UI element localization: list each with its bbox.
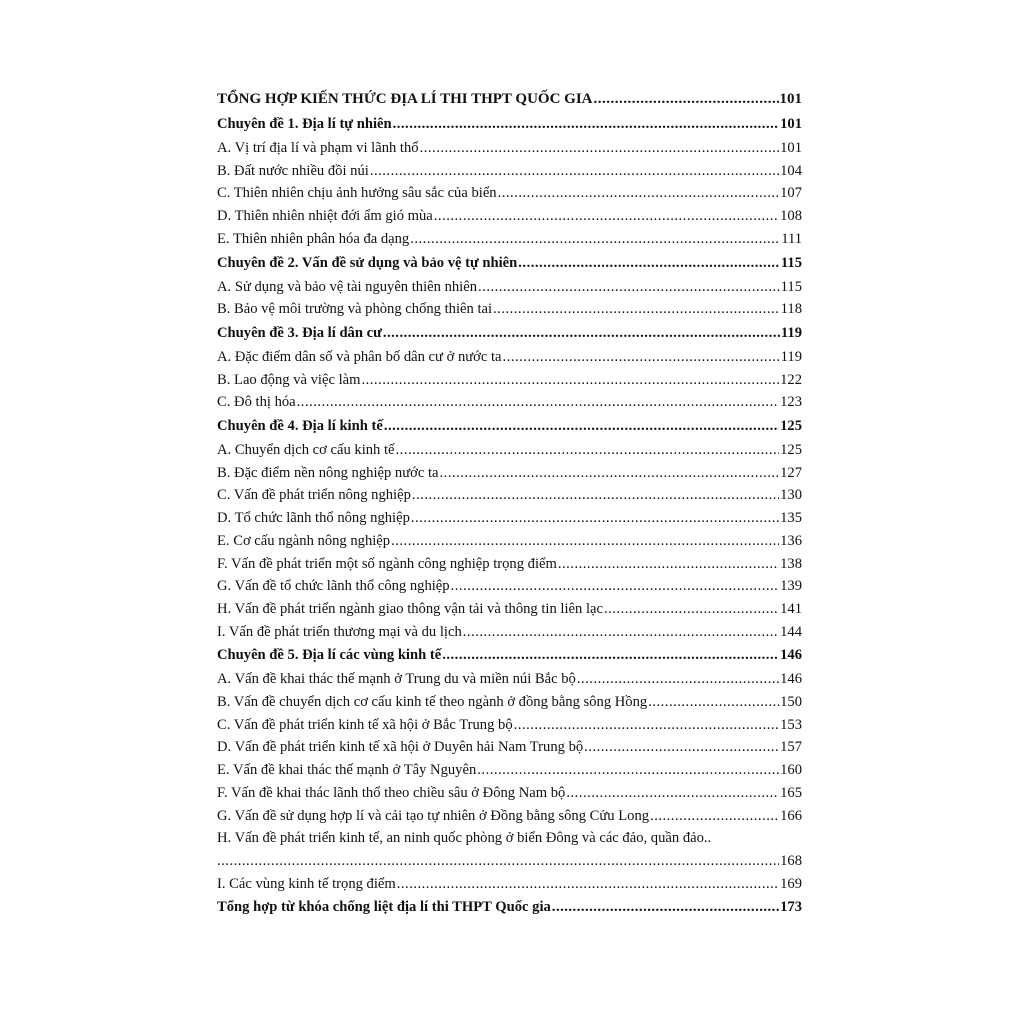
toc-dot-leader bbox=[434, 205, 779, 228]
toc-dot-leader bbox=[478, 276, 780, 299]
toc-dot-leader bbox=[370, 160, 779, 183]
toc-dot-leader bbox=[493, 298, 780, 321]
toc-entry bbox=[217, 782, 802, 805]
toc-entry bbox=[217, 276, 802, 299]
toc-page-number: 107 bbox=[780, 185, 802, 202]
toc-page-number: 111 bbox=[781, 230, 802, 247]
toc-entry bbox=[217, 598, 802, 621]
toc-page-number: 127 bbox=[780, 464, 802, 481]
toc-section-heading bbox=[217, 414, 802, 439]
toc-entry bbox=[217, 827, 802, 850]
toc-dot-leader bbox=[297, 391, 779, 414]
toc-entry bbox=[217, 507, 802, 530]
toc-dot-leader bbox=[396, 439, 780, 462]
toc-dot-leader bbox=[552, 895, 779, 920]
toc-entry bbox=[217, 391, 802, 414]
toc-section-heading bbox=[217, 895, 802, 920]
toc-page-number: 118 bbox=[780, 301, 802, 318]
toc-dot-leader bbox=[650, 805, 779, 828]
toc-page-number: 123 bbox=[780, 394, 802, 411]
toc-entry bbox=[217, 530, 802, 553]
toc-entry bbox=[217, 484, 802, 507]
toc-entry-title: Tổng hợp từ khóa chống liệt địa lí thi THPT Quốc gia bbox=[217, 899, 551, 916]
toc-dot-leader bbox=[412, 484, 779, 507]
toc-entry bbox=[217, 205, 802, 228]
toc-entry-title: E. Thiên nhiên phân hóa đa dạng bbox=[217, 230, 410, 247]
toc-entry bbox=[217, 714, 802, 737]
toc-entry-title: A. Đặc điểm dân số và phân bố dân cư ở nước ta bbox=[217, 348, 502, 365]
toc-entry-title: F. Vấn đề khai thác lãnh thổ theo chiều sâu ở Đông Nam bộ bbox=[217, 784, 566, 801]
toc-dot-leader bbox=[361, 369, 779, 392]
toc-entry-title: E. Cơ cấu ngành nông nghiệp bbox=[217, 532, 391, 549]
toc-dot-leader bbox=[442, 643, 779, 668]
toc-dot-leader bbox=[391, 530, 779, 553]
toc-dot-leader bbox=[411, 507, 779, 530]
toc-section-heading bbox=[217, 87, 802, 112]
toc-entry-title: A. Vị trí địa lí và phạm vi lãnh thổ bbox=[217, 140, 419, 156]
toc-page-number: 108 bbox=[780, 208, 802, 225]
toc-page-number: 104 bbox=[780, 162, 802, 179]
toc-dot-leader bbox=[566, 782, 779, 805]
toc-entry-title: D. Tổ chức lãnh thổ nông nghiệp bbox=[217, 510, 410, 527]
toc-page-number: 125 bbox=[780, 418, 802, 435]
toc-page-number: 166 bbox=[780, 807, 802, 824]
toc-entry-title: I. Các vùng kinh tế trọng điểm bbox=[217, 875, 396, 892]
toc-page-number: 153 bbox=[780, 716, 802, 733]
toc-entry-title: C. Đô thị hóa bbox=[217, 394, 296, 411]
toc-section-heading bbox=[217, 321, 802, 346]
toc-entry-title: Chuyên đề 1. Địa lí tự nhiên bbox=[217, 116, 392, 132]
toc-dot-leader bbox=[410, 228, 780, 251]
toc-page-number: 119 bbox=[780, 348, 802, 365]
toc-entry-title: F. Vấn đề phát triển một số ngành công nghiệp trọng điểm bbox=[217, 555, 557, 572]
toc-entry-title: I. Vấn đề phát triển thương mại và du lịch bbox=[217, 623, 462, 640]
toc-dot-leader bbox=[514, 714, 779, 737]
toc-entry bbox=[217, 298, 802, 321]
toc-entry bbox=[217, 160, 802, 183]
toc-entry-title: A. Sử dụng và bảo vệ tài nguyên thiên nhiên bbox=[217, 278, 478, 295]
toc-dot-leader bbox=[384, 414, 779, 439]
toc-entry-title: C. Vấn đề phát triển nông nghiệp bbox=[217, 487, 411, 504]
toc-page-number: 125 bbox=[780, 442, 802, 459]
toc-entry bbox=[217, 736, 802, 759]
toc-dot-leader bbox=[383, 321, 780, 346]
toc-dot-leader bbox=[503, 346, 780, 369]
toc-section-heading bbox=[217, 643, 802, 668]
toc-entry-title: C. Thiên nhiên chịu ảnh hưởng sâu sắc của biển bbox=[217, 185, 497, 202]
toc-dot-leader bbox=[451, 575, 780, 598]
toc-entry bbox=[217, 805, 802, 828]
toc-page-number: 122 bbox=[780, 371, 802, 388]
toc-entry bbox=[217, 228, 802, 251]
toc-entry-title: G. Vấn đề tổ chức lãnh thổ công nghiệp bbox=[217, 578, 450, 595]
toc-entry bbox=[217, 668, 802, 691]
toc-entry-title: A. Chuyển dịch cơ cấu kinh tế bbox=[217, 442, 395, 459]
toc-entry-title: TỔNG HỢP KIẾN THỨC ĐỊA LÍ THI THPT QUỐC GIA bbox=[217, 91, 593, 107]
toc-entry bbox=[217, 621, 802, 644]
toc-entry bbox=[217, 691, 802, 714]
toc-page-number: 150 bbox=[780, 694, 802, 711]
toc-page-number: 136 bbox=[780, 532, 802, 549]
toc-entry-title: B. Vấn đề chuyển dịch cơ cấu kinh tế theo ngành ở đồng bằng sông Hồng bbox=[217, 694, 648, 711]
toc-entry bbox=[217, 873, 802, 896]
toc-page-number: 168 bbox=[780, 852, 802, 869]
toc-entry-title: D. Thiên nhiên nhiệt đới ẩm gió mùa bbox=[217, 208, 433, 225]
toc-page-number: 101 bbox=[780, 140, 802, 156]
toc-page-number: 101 bbox=[780, 116, 802, 132]
toc-page-number: 130 bbox=[780, 487, 802, 504]
toc-entry-title: B. Bảo vệ môi trường và phòng chống thiên tai bbox=[217, 301, 493, 318]
toc-dot-leader bbox=[440, 462, 780, 485]
toc-entry bbox=[217, 369, 802, 392]
toc-page-number: 135 bbox=[780, 510, 802, 527]
toc-entry bbox=[217, 182, 802, 205]
table-of-contents bbox=[217, 87, 802, 920]
toc-page-number: 146 bbox=[780, 671, 802, 688]
toc-dot-leader bbox=[558, 553, 779, 576]
toc-page-number: 139 bbox=[780, 578, 802, 595]
toc-entry-title: H. Vấn đề phát triển ngành giao thông vận tải và thông tin liên lạc bbox=[217, 600, 603, 617]
toc-entry bbox=[217, 439, 802, 462]
toc-dot-leader bbox=[477, 759, 779, 782]
toc-page-number: 141 bbox=[780, 600, 802, 617]
toc-page-number: 101 bbox=[779, 91, 802, 107]
toc-dot-leader bbox=[584, 736, 779, 759]
toc-entry bbox=[217, 346, 802, 369]
toc-page-number: 138 bbox=[780, 555, 802, 572]
toc-entry-title: C. Vấn đề phát triển kinh tế xã hội ở Bắc Trung bộ bbox=[217, 716, 513, 733]
toc-dot-leader bbox=[498, 182, 780, 205]
toc-entry-title: Chuyên đề 5. Địa lí các vùng kinh tế bbox=[217, 647, 442, 664]
toc-entry bbox=[217, 137, 802, 160]
toc-page-number: 115 bbox=[780, 278, 802, 295]
toc-section-heading bbox=[217, 251, 802, 276]
toc-page-number: 115 bbox=[780, 254, 802, 271]
toc-section-heading bbox=[217, 112, 802, 137]
toc-page-number: 144 bbox=[780, 623, 802, 640]
toc-entry-title: Chuyên đề 2. Vấn đề sử dụng và bảo vệ tự nhiên bbox=[217, 254, 518, 271]
toc-entry-title: Chuyên đề 4. Địa lí kinh tế bbox=[217, 418, 383, 435]
toc-entry bbox=[217, 575, 802, 598]
toc-entry bbox=[217, 850, 802, 873]
toc-page-number: 160 bbox=[780, 762, 802, 779]
toc-entry-title: B. Đất nước nhiều đồi núi bbox=[217, 162, 369, 179]
toc-entry-title: E. Vấn đề khai thác thế mạnh ở Tây Nguyên bbox=[217, 762, 477, 779]
toc-dot-leader bbox=[393, 112, 780, 137]
toc-dot-leader bbox=[420, 137, 780, 160]
toc-dot-leader bbox=[577, 668, 779, 691]
toc-entry-title: B. Lao động và việc làm bbox=[217, 371, 361, 388]
toc-dot-leader bbox=[518, 251, 780, 276]
toc-dot-leader bbox=[648, 691, 779, 714]
toc-page-number: 165 bbox=[780, 784, 802, 801]
toc-dot-leader bbox=[604, 598, 779, 621]
toc-page-number: 146 bbox=[780, 647, 802, 664]
toc-page-number: 157 bbox=[780, 739, 802, 756]
toc-dot-leader bbox=[463, 621, 779, 644]
toc-entry-title: G. Vấn đề sử dụng hợp lí và cải tạo tự nhiên ở Đồng bằng sông Cửu Long bbox=[217, 807, 650, 824]
toc-entry bbox=[217, 759, 802, 782]
toc-page-number: 119 bbox=[780, 324, 802, 341]
toc-dot-leader bbox=[217, 850, 779, 873]
toc-entry-title: D. Vấn đề phát triển kinh tế xã hội ở Duyên hải Nam Trung bộ bbox=[217, 739, 584, 756]
toc-page-number: 173 bbox=[780, 899, 802, 916]
toc-dot-leader bbox=[397, 873, 779, 896]
toc-entry-title: H. Vấn đề phát triển kinh tế, an ninh quốc phòng ở biển Đông và các đảo, quần đảo.. bbox=[217, 830, 712, 847]
toc-entry-title: B. Đặc điểm nền nông nghiệp nước ta bbox=[217, 464, 439, 481]
toc-entry-title: A. Vấn đề khai thác thế mạnh ở Trung du và miền núi Bắc bộ bbox=[217, 671, 576, 688]
toc-page-number: 169 bbox=[780, 875, 802, 892]
toc-entry bbox=[217, 553, 802, 576]
toc-entry bbox=[217, 462, 802, 485]
toc-dot-leader bbox=[594, 87, 779, 112]
toc-entry-title: Chuyên đề 3. Địa lí dân cư bbox=[217, 324, 382, 341]
